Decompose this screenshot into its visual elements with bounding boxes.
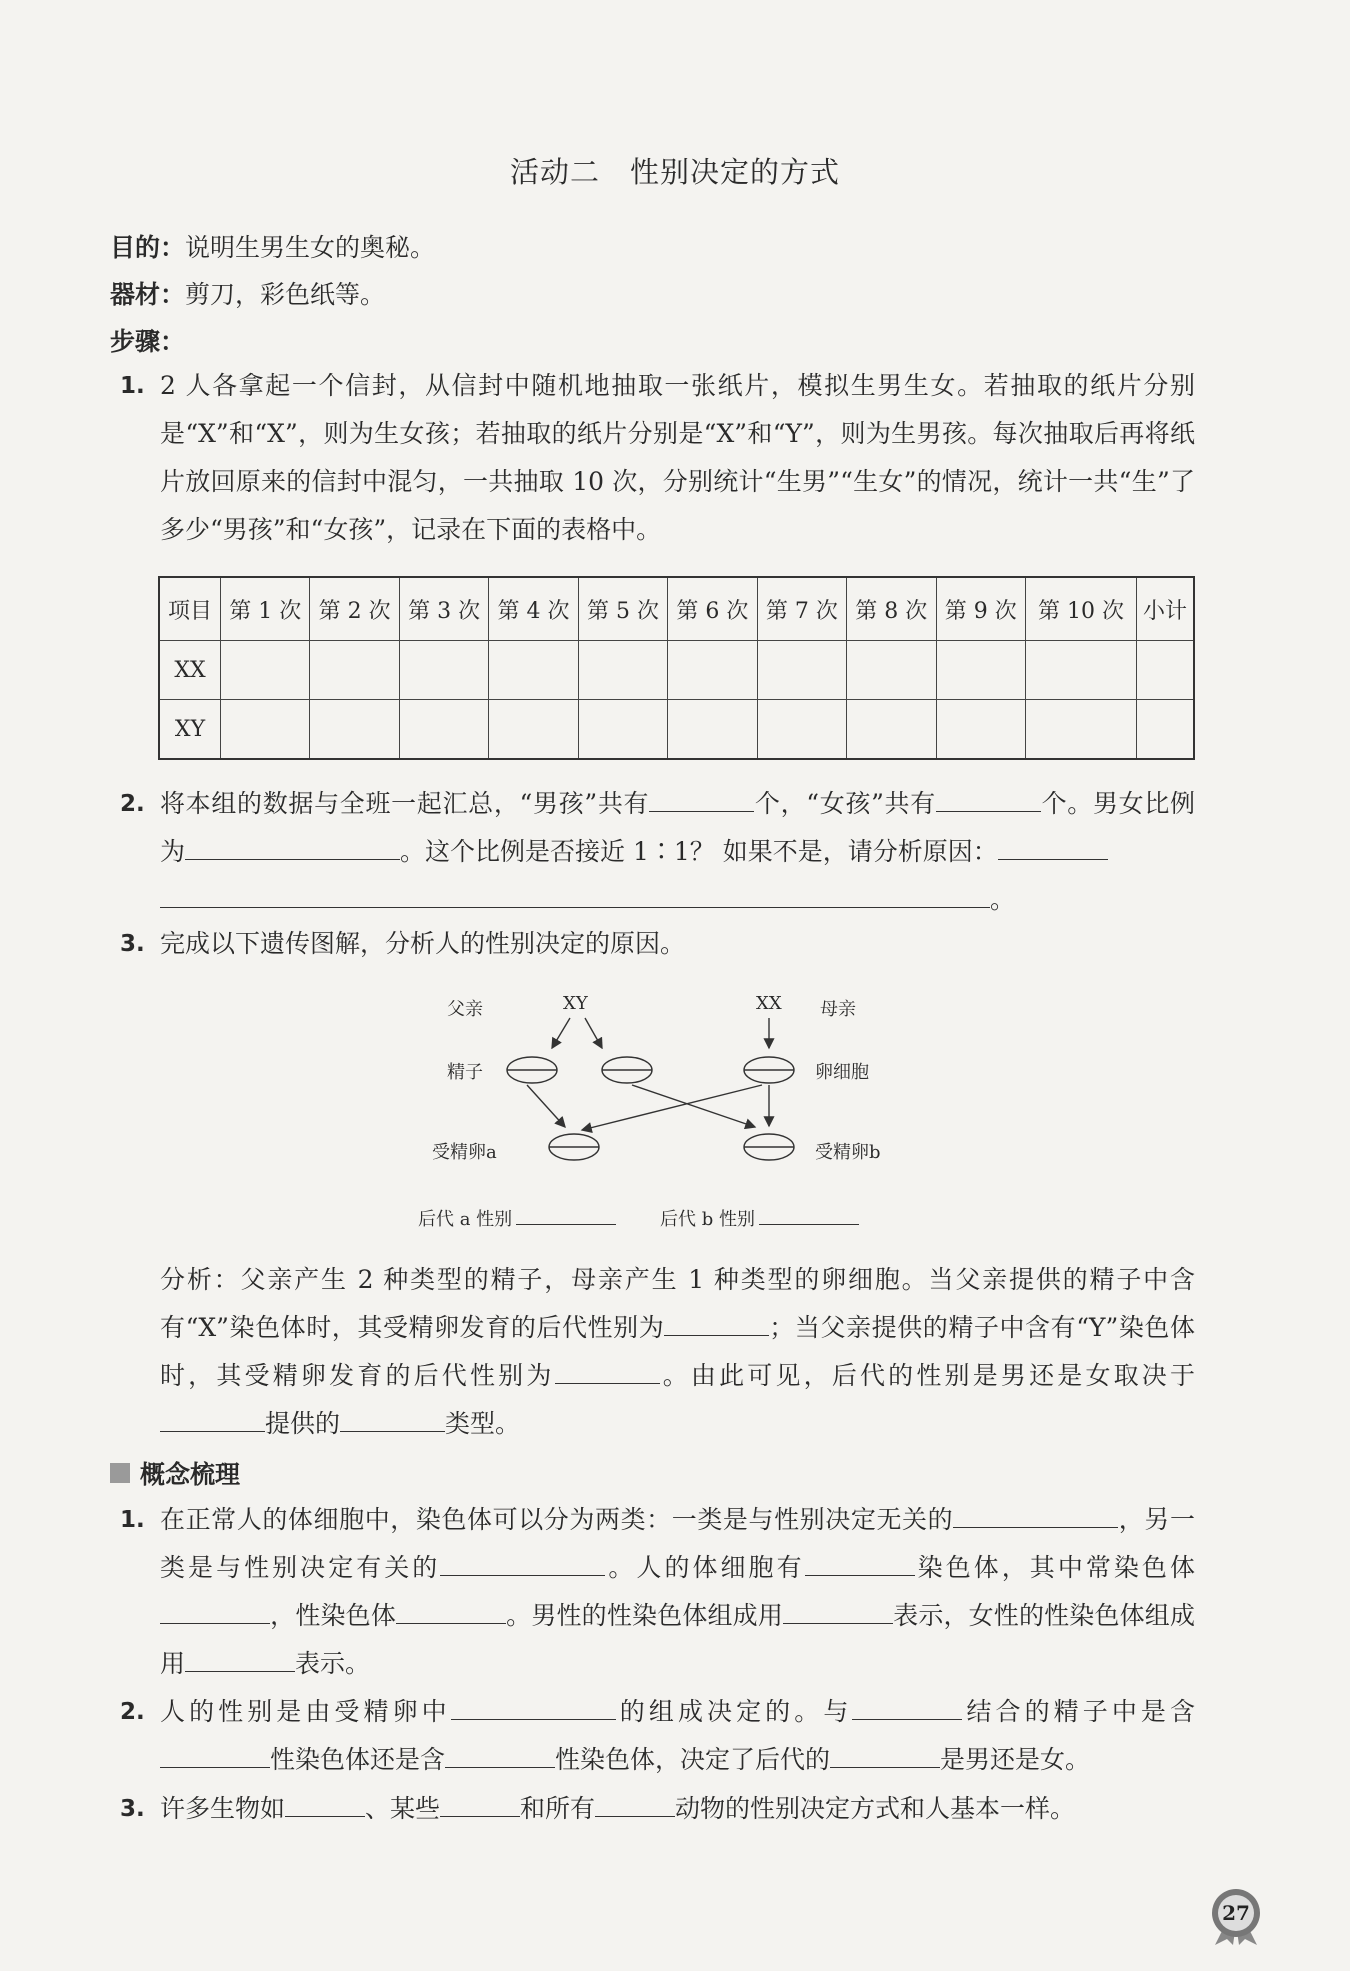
step-2-text-part: 个。男女比例为 — [160, 789, 1195, 866]
offspring-a-label: 后代 a 性别 — [418, 1209, 513, 1230]
materials-line — [110, 275, 385, 311]
answer-blank[interactable] — [160, 885, 990, 908]
arrow-line — [552, 1018, 570, 1048]
concept-1-text-part: 在正常人的体细胞中，染色体可以分为两类：一类是与性别决定无关的 — [160, 1505, 954, 1534]
step-1-text: 2 人各拿起一个信封，从信封中随机地抽取一张纸片，模拟生男生女。若抽取的纸片分别是“X”和“X”，则为生女孩；若抽取的纸片分别是“X”和“Y”，则为生男孩。每次抽取后再将纸片放回原来的信封中混匀，一共抽取 10 次，分别统计“生男”“生女”的情况，统计一共“生”了多少“男孩”和“女孩”，记录在下面的表格中。 — [160, 371, 1195, 544]
table-cell[interactable] — [936, 700, 1026, 760]
concept-1-number: 1. — [120, 1507, 145, 1533]
concept-2 — [120, 1688, 1195, 1784]
offspring-b-label: 后代 b 性别 — [660, 1209, 755, 1230]
answer-blank[interactable] — [805, 1553, 915, 1576]
concept-2-text-part: 的组成决定的。与 — [615, 1697, 853, 1726]
concept-3-number: 3. — [120, 1796, 145, 1822]
step-2-number: 2. — [120, 791, 145, 817]
answer-blank[interactable] — [440, 1553, 605, 1576]
materials-label: 器材： — [110, 280, 186, 309]
steps-line — [110, 322, 185, 358]
egg-label: 卵细胞 — [815, 1062, 869, 1083]
concept-1-text-part: 。人的体细胞有 — [605, 1553, 805, 1582]
answer-blank[interactable] — [340, 1409, 445, 1432]
inheritance-diagram — [0, 990, 1350, 1250]
concept-2-text-part: 性染色体，决定了后代的 — [555, 1745, 831, 1774]
concept-1-text-part: ，性染色体 — [270, 1601, 396, 1630]
answer-blank[interactable] — [440, 1794, 520, 1817]
table-cell[interactable] — [310, 700, 399, 760]
zygote-b-label: 受精卵b — [815, 1142, 881, 1163]
step-1-number: 1. — [120, 373, 145, 399]
header-cell: 第 8 次 — [847, 577, 936, 641]
answer-blank[interactable] — [998, 837, 1108, 860]
answer-blank[interactable] — [445, 1745, 555, 1768]
step-2-text-part: 将本组的数据与全班一起汇总，“男孩”共有 — [160, 789, 650, 818]
concept-1-text-part: 表示，女性的性染色体组成用 — [160, 1601, 1195, 1678]
concept-2-text — [160, 1688, 1195, 1784]
concept-3-text-part: 许多生物如 — [160, 1794, 286, 1823]
header-cell: 第 5 次 — [578, 577, 667, 641]
section-marker-icon — [110, 1463, 130, 1483]
concept-1-text-part: ，另一类是与性别决定有关的 — [160, 1505, 1195, 1582]
step-2-text — [160, 780, 1195, 924]
concept-2-text-part: 人的性别是由受精卵中 — [160, 1697, 451, 1726]
table-cell[interactable] — [489, 700, 578, 760]
answer-blank[interactable] — [759, 1208, 859, 1225]
table-cell[interactable] — [847, 700, 936, 760]
father-genotype: XY — [563, 993, 588, 1014]
arrow-line — [585, 1018, 602, 1048]
table-cell[interactable] — [578, 641, 667, 700]
analysis-text-part: ；当父亲提供的精子中含有“Y”染色体时，其受精卵发育的后代性别为 — [160, 1313, 1195, 1390]
answer-blank[interactable] — [160, 1745, 270, 1768]
answer-blank[interactable] — [830, 1745, 940, 1768]
analysis-text-part: 。由此可见，后代的性别是男还是女取决于 — [659, 1361, 1195, 1390]
table-cell[interactable] — [668, 700, 757, 760]
step-3-text: 完成以下遗传图解，分析人的性别决定的原因。 — [160, 929, 686, 958]
answer-blank[interactable] — [160, 1601, 270, 1624]
diagram-drawing — [0, 990, 1350, 1190]
father-label: 父亲 — [447, 999, 483, 1020]
step-2-text-part: 。这个比例是否接近 1∶1？ 如果不是，请分析原因： — [400, 837, 998, 866]
answer-blank[interactable] — [664, 1313, 769, 1336]
table-cell[interactable] — [847, 641, 936, 700]
concept-2-number: 2. — [120, 1699, 145, 1725]
answer-blank[interactable] — [185, 837, 400, 860]
answer-blank[interactable] — [649, 789, 754, 812]
table-cell[interactable] — [757, 700, 846, 760]
step-2-text-part: 个，“女孩”共有 — [754, 789, 936, 818]
concept-3-text-part: 和所有 — [520, 1794, 596, 1823]
header-cell: 第 4 次 — [489, 577, 578, 641]
step-3-number: 3. — [120, 931, 145, 957]
answer-blank[interactable] — [285, 1794, 365, 1817]
table-cell[interactable] — [1026, 700, 1137, 760]
header-cell: 第 2 次 — [310, 577, 399, 641]
answer-blank[interactable] — [783, 1601, 893, 1624]
table-cell[interactable] — [1026, 641, 1137, 700]
header-cell: 第 6 次 — [668, 577, 757, 641]
concept-1-text-part: 。男性的性染色体组成用 — [506, 1601, 783, 1630]
step-2 — [120, 780, 1195, 924]
answer-blank[interactable] — [396, 1601, 506, 1624]
analysis-text-part: 提供的 — [265, 1409, 341, 1438]
table-cell[interactable] — [221, 700, 310, 760]
offspring-b-line — [660, 1205, 859, 1231]
table-cell[interactable] — [310, 641, 399, 700]
steps-label: 步骤： — [110, 327, 186, 356]
record-table — [158, 576, 1195, 760]
answer-blank[interactable] — [953, 1505, 1118, 1528]
purpose-label: 目的： — [110, 233, 186, 262]
purpose-text: 说明生男生女的奥秘。 — [185, 233, 436, 262]
table-cell[interactable] — [1137, 641, 1195, 700]
arrow-line — [527, 1085, 565, 1127]
header-cell: 第 7 次 — [757, 577, 846, 641]
table-header-row — [159, 577, 1194, 641]
answer-blank[interactable] — [185, 1649, 295, 1672]
arrow-line — [582, 1085, 762, 1130]
answer-blank[interactable] — [451, 1697, 616, 1720]
table-cell[interactable] — [399, 641, 488, 700]
concept-3-text-part: 、某些 — [365, 1794, 441, 1823]
page-number-badge — [1205, 1885, 1267, 1947]
table-cell[interactable] — [578, 700, 667, 760]
answer-blank[interactable] — [936, 789, 1041, 812]
step-1 — [120, 362, 1195, 554]
table-row — [159, 641, 1194, 700]
page-number: 27 — [1222, 1901, 1250, 1925]
concept-review-heading — [110, 1455, 240, 1491]
concept-1 — [120, 1496, 1195, 1688]
concept-1-text-part: 染色体，其中常染色体 — [914, 1553, 1195, 1582]
mother-label: 母亲 — [820, 999, 856, 1020]
header-cell: 小计 — [1137, 577, 1195, 641]
badge-icon — [1205, 1885, 1267, 1947]
header-cell: 第 10 次 — [1026, 577, 1137, 641]
mother-genotype: XX — [756, 993, 782, 1014]
table-cell[interactable] — [936, 641, 1026, 700]
answer-blank[interactable] — [516, 1208, 616, 1225]
sperm-label: 精子 — [447, 1062, 483, 1083]
concept-2-text-part: 是男还是女。 — [940, 1745, 1091, 1774]
analysis-text-part: 类型。 — [445, 1409, 521, 1438]
table-cell[interactable] — [757, 641, 846, 700]
table-cell[interactable] — [489, 641, 578, 700]
row-label: XX — [159, 641, 221, 700]
activity-title: 活动二 性别决定的方式 — [509, 155, 840, 189]
step-2-text-part: 。 — [990, 885, 1016, 914]
row-label: XY — [159, 700, 221, 760]
concept-1-text — [160, 1496, 1195, 1688]
concept-2-text-part: 性染色体还是含 — [270, 1745, 446, 1774]
analysis-text-part: 分析：父亲产生 2 种类型的精子，母亲产生 1 种类型的卵细胞。当父亲提供的精子中含有“X”染色体时，其受精卵发育的后代性别为 — [160, 1265, 1195, 1342]
table-cell[interactable] — [399, 700, 488, 760]
header-cell: 第 9 次 — [936, 577, 1026, 641]
zygote-a-label: 受精卵a — [432, 1142, 497, 1163]
materials-text: 剪刀，彩色纸等。 — [185, 280, 386, 309]
header-cell: 第 1 次 — [221, 577, 310, 641]
table-cell[interactable] — [668, 641, 757, 700]
concept-3 — [120, 1785, 1195, 1833]
table-row — [159, 700, 1194, 760]
offspring-a-line — [418, 1205, 616, 1231]
analysis-paragraph — [120, 1256, 1195, 1448]
concept-3-text-part: 动物的性别决定方式和人基本一样。 — [675, 1794, 1076, 1823]
purpose-line — [110, 228, 435, 264]
table-cell[interactable] — [221, 641, 310, 700]
header-cell: 项目 — [159, 577, 221, 641]
answer-blank[interactable] — [555, 1361, 660, 1384]
answer-blank[interactable] — [160, 1409, 265, 1432]
answer-blank[interactable] — [852, 1697, 962, 1720]
table-cell[interactable] — [1137, 700, 1195, 760]
header-cell: 第 3 次 — [399, 577, 488, 641]
section-title: 概念梳理 — [140, 1460, 241, 1489]
concept-2-text-part: 结合的精子中是含 — [962, 1697, 1195, 1726]
step-3 — [120, 920, 1195, 968]
analysis-text — [160, 1256, 1195, 1448]
concept-1-text-part: 表示。 — [295, 1649, 371, 1678]
concept-3-text — [160, 1785, 1195, 1833]
answer-blank[interactable] — [595, 1794, 675, 1817]
